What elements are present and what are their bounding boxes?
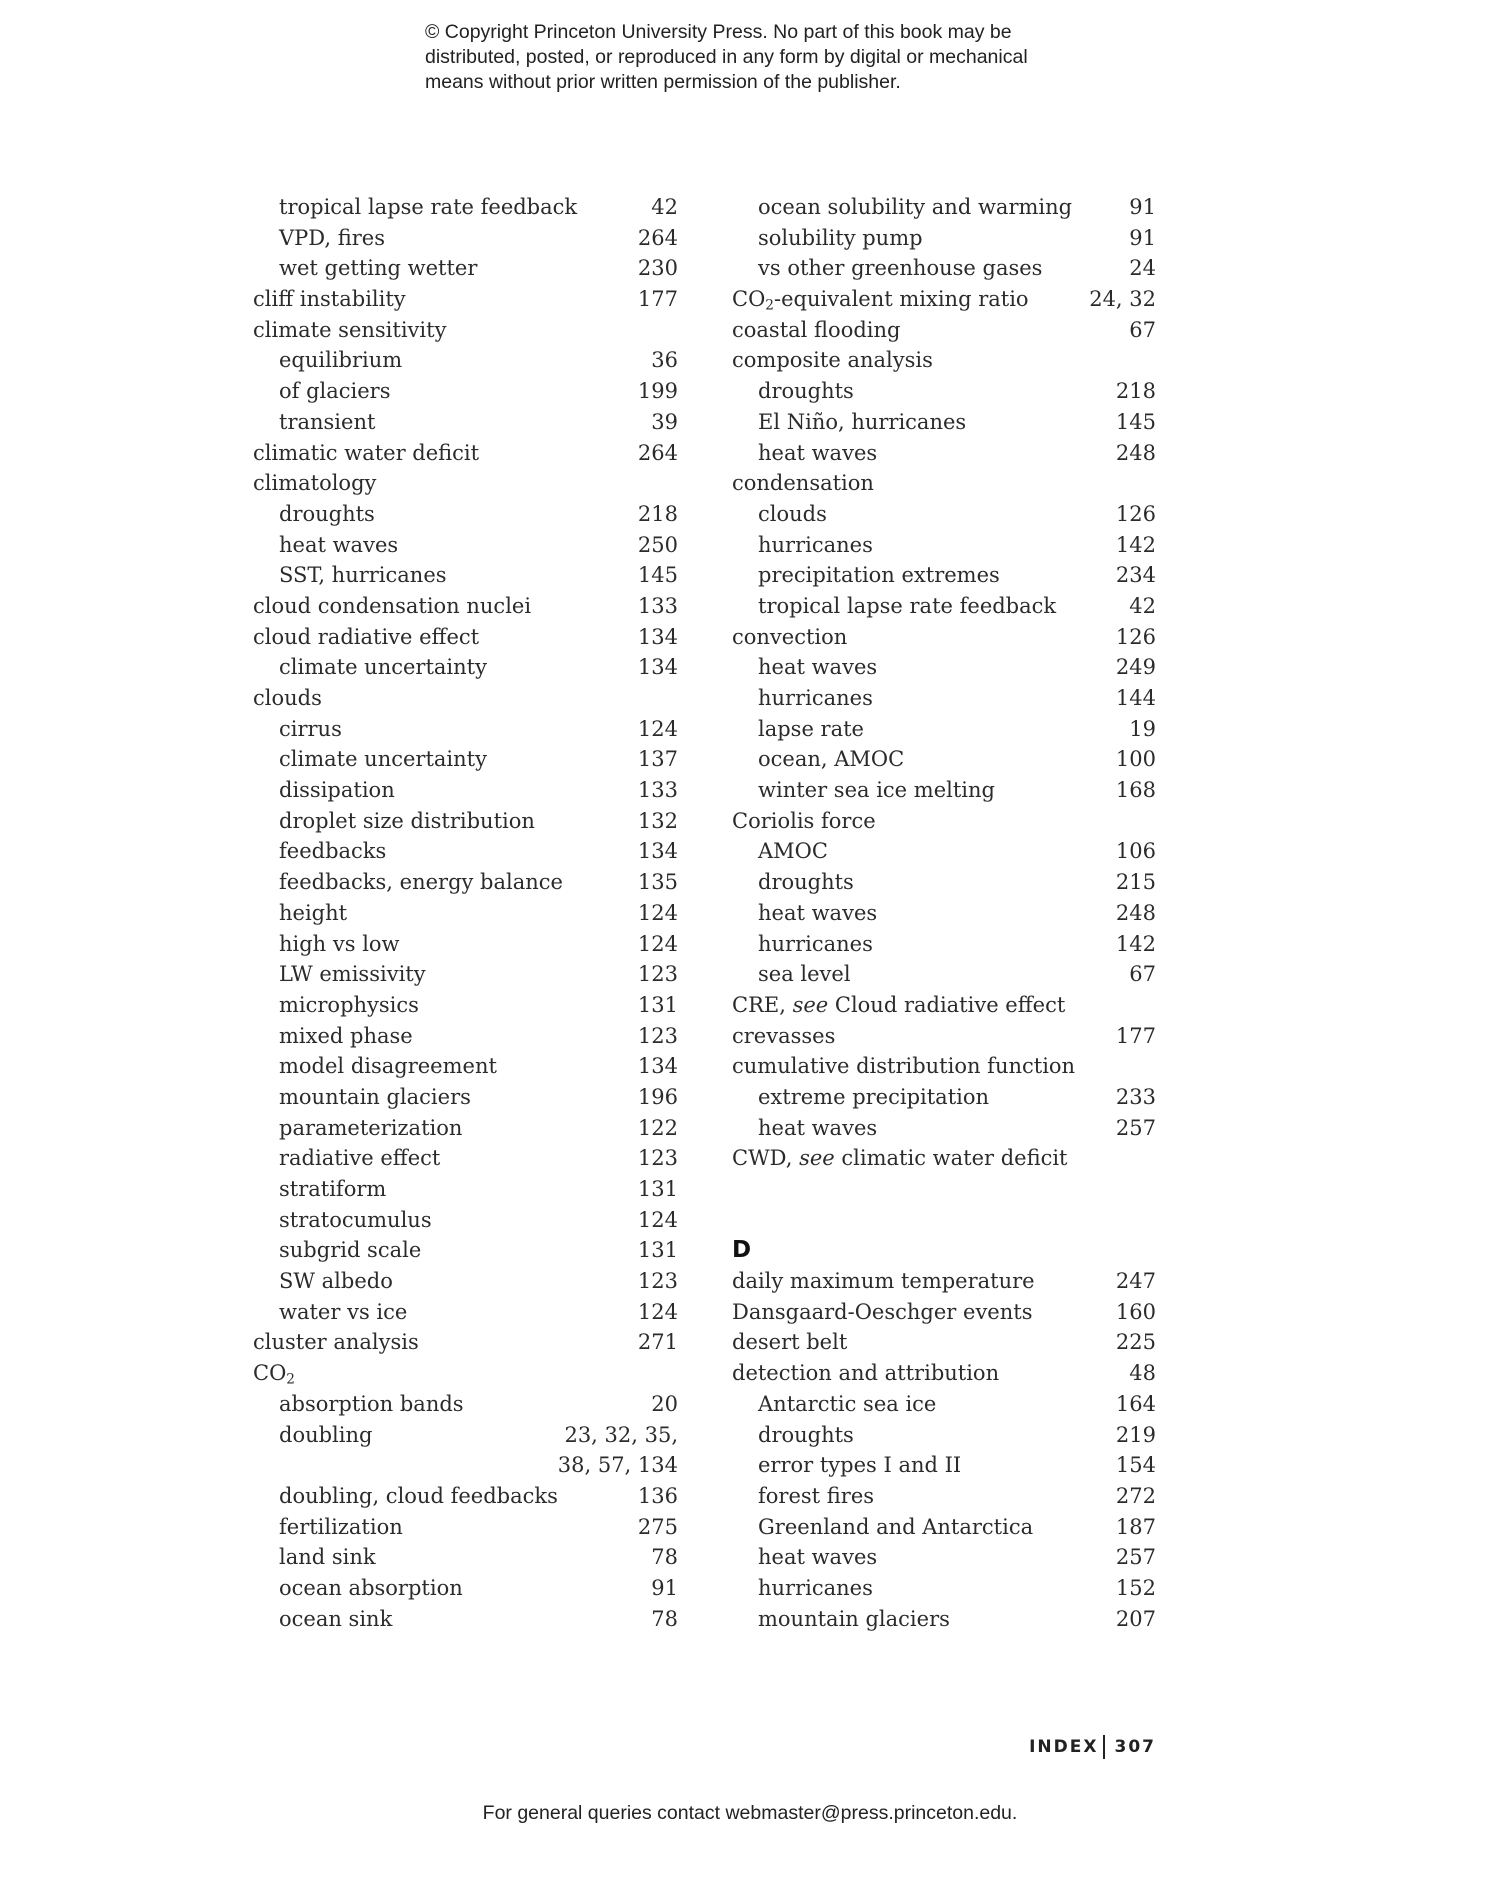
page-refs: 100 [1115,747,1156,772]
index-term: Dansgaard-Oeschger events [732,1299,1033,1324]
page-refs: 248 [1115,900,1156,925]
index-entry [253,468,678,499]
page-refs: 20 [651,1391,678,1416]
index-subentry [732,1573,1156,1604]
page-refs: 230 [637,256,678,281]
index-subentry [253,530,678,561]
page-refs: 23, 32, 35, [564,1422,678,1447]
index-term: droughts [279,501,375,526]
page-refs: 187 [1115,1514,1156,1539]
index-term: heat waves [758,440,878,465]
index-subentry [253,1389,678,1420]
page-refs: 91 [1129,225,1156,250]
page-refs: 131 [637,1177,678,1201]
index-subentry [253,898,678,929]
index-term: winter sea ice melting [758,778,995,803]
index-term: doubling [279,1422,373,1447]
index-term: hurricanes [758,931,873,956]
index-subentry [732,836,1156,867]
index-subentry [732,530,1156,561]
index-subentry [253,376,678,407]
page-refs: 91 [1129,195,1156,219]
index-subentry [253,836,678,867]
index-term: convection [732,624,848,649]
index-subentry [253,1420,678,1451]
index-subentry [253,929,678,960]
page-refs: 164 [1115,1391,1156,1416]
page-refs: 36 [651,348,678,373]
page-refs: 124 [637,931,678,956]
page-refs: 133 [637,778,678,803]
page-refs: 39 [651,409,678,434]
page-refs: 126 [1115,501,1156,526]
page-refs: 177 [637,287,678,312]
index-subentry [253,1143,678,1174]
index-term: model disagreement [279,1054,497,1079]
index-term: composite analysis [732,348,933,373]
page-refs: 196 [637,1084,678,1109]
copyright-line-3: means without prior written permission of the publisher. [425,71,901,93]
index-term: cluster analysis [253,1330,419,1355]
index-subentry [253,1542,678,1573]
index-entry [253,591,678,622]
index-subentry [253,192,678,223]
page-refs: 218 [1115,379,1156,404]
index-term: stratiform [279,1177,387,1201]
index-term: land sink [279,1545,376,1570]
index-subentry [732,560,1156,591]
page-refs: 78 [651,1545,678,1570]
copyright-line-2: distributed, posted, or reproduced in any form by digital or mechanical [425,46,1028,68]
index-term: feedbacks, energy balance [279,870,563,895]
see-reference: see [792,992,829,1017]
page-refs: 272 [1115,1483,1156,1508]
index-subentry [253,867,678,898]
page-refs: 257 [1115,1115,1156,1140]
index-term: ocean solubility and warming [758,195,1073,219]
index-entry [253,1358,678,1389]
index-subentry [732,898,1156,929]
page-refs: 144 [1115,686,1156,710]
index-subentry [732,744,1156,775]
index-term: heat waves [758,1545,878,1570]
index-term: solubility pump [758,225,923,250]
page-refs: 67 [1129,962,1156,987]
index-term: SW albedo [279,1269,393,1294]
page-refs: 78 [651,1606,678,1631]
index-entry [732,1051,1156,1082]
page-refs: 225 [1115,1330,1156,1355]
page-refs: 24, 32 [1089,287,1156,312]
index-term: hurricanes [758,686,873,710]
index-subentry [732,253,1156,284]
index-subentry [253,560,678,591]
index-term: $CO_2$-equivalent mixing ratio [732,287,1029,314]
index-term: heat waves [758,1115,878,1140]
index-subentry [253,775,678,806]
index-term: mountain glaciers [279,1084,471,1109]
page-refs: 122 [637,1115,678,1140]
page-refs: 124 [637,1299,678,1324]
page-refs: 142 [1115,532,1156,557]
index-term: LW emissivity [279,962,426,987]
copyright-line-1: © Copyright Princeton University Press. No part of this book may be [425,21,1012,43]
index-subentry [732,1082,1156,1113]
index-term: droughts [758,870,854,895]
index-term: climate sensitivity [253,317,447,342]
index-subentry [253,959,678,990]
index-term: condensation [732,471,874,496]
index-entry [732,622,1156,653]
index-term: height [279,900,348,925]
index-term: Antarctic sea ice [758,1391,937,1416]
index-subentry [253,652,678,683]
index-term: cloud radiative effect [253,624,480,649]
page-refs: 123 [637,1269,678,1294]
page-refs: 123 [637,1146,678,1171]
index-subentry [732,652,1156,683]
index-subentry [253,407,678,438]
index-subentry [732,1604,1156,1635]
index-subentry [732,1113,1156,1144]
index-column-right [732,192,1156,1634]
index-term: cloud condensation nuclei [253,593,532,618]
page-refs: 134 [637,1054,678,1079]
index-entry [732,1266,1156,1297]
contact-line: For general queries contact webmaster@press.princeton.edu. [482,1802,1018,1824]
index-term: dissipation [279,778,395,803]
page-refs: 133 [637,593,678,618]
index-term: stratocumulus [279,1207,432,1232]
index-subentry [253,1235,678,1266]
running-footer [1000,1732,1156,1762]
page-refs: 106 [1115,839,1156,864]
index-term: droughts [758,379,854,404]
page-refs: 19 [1129,716,1156,741]
index-entry [732,468,1156,499]
index-entry [732,806,1156,837]
index-subentry [732,1450,1156,1481]
page-refs: 131 [637,992,678,1017]
page-refs: 124 [637,716,678,741]
index-subentry [253,1051,678,1082]
index-term: cumulative distribution function [732,1054,1076,1079]
index-entry [732,284,1156,315]
index-subentry [253,1266,678,1297]
page-refs: 154 [1115,1453,1156,1478]
index-entry [253,438,678,469]
page-refs: 67 [1129,317,1156,342]
page-refs: 234 [1115,563,1156,588]
index-subentry [253,1082,678,1113]
index-entry [732,990,1156,1021]
index-term: droughts [758,1422,854,1447]
page-refs: 145 [1115,409,1156,434]
page-refs: 124 [637,1207,678,1232]
index-term: absorption bands [279,1391,464,1416]
index-term: hurricanes [758,1575,873,1600]
index-subentry [253,1205,678,1236]
index-term: SST, hurricanes [279,563,447,588]
page-refs: 264 [637,225,678,250]
index-subentry [253,1174,678,1205]
index-term: El Niño, hurricanes [758,409,967,434]
page-refs: 123 [637,1023,678,1048]
index-term: of glaciers [279,379,391,404]
index-subentry [253,1512,678,1543]
index-column-left [253,192,678,1634]
index-term: error types I and II [758,1453,962,1478]
index-term: ocean absorption [279,1575,463,1600]
index-entry [732,1143,1156,1174]
page-refs: 264 [637,440,678,465]
page-refs: 123 [637,962,678,987]
index-subentry [253,714,678,745]
index-subentry [253,253,678,284]
page-refs: 233 [1115,1084,1156,1109]
page-refs: 257 [1115,1545,1156,1570]
index-term: heat waves [758,900,878,925]
index-term: $CO_2$ [253,1361,295,1388]
page-refs: 42 [1129,593,1156,618]
index-term: sea level [758,962,851,987]
index-term: droplet size distribution [279,808,535,833]
page-refs: 136 [637,1483,678,1508]
index-term: extreme precipitation [758,1084,990,1109]
index-subentry [253,744,678,775]
index-term: CWD, see climatic water deficit [732,1146,1068,1171]
index-term: clouds [253,686,322,710]
index-subentry [732,867,1156,898]
index-entry [732,1358,1156,1389]
index-term: mixed phase [279,1023,413,1048]
index-subentry [732,929,1156,960]
page-refs: 177 [1115,1023,1156,1048]
page-refs: 207 [1115,1606,1156,1631]
index-term: mountain glaciers [758,1606,950,1631]
page-refs: 168 [1115,778,1156,803]
index-term: Coriolis force [732,808,876,833]
index-term: VPD, fires [279,225,385,250]
page-refs: 250 [637,532,678,557]
index-term: detection and attribution [732,1361,1000,1386]
page-refs: 145 [637,563,678,588]
index-subentry [732,438,1156,469]
index-subentry [253,1113,678,1144]
page-refs: 126 [1115,624,1156,649]
footer-divider [1103,1735,1105,1759]
index-term: subgrid scale [279,1238,422,1263]
copyright-notice [425,20,1125,95]
index-term: cliff instability [253,287,406,312]
index-subentry [732,499,1156,530]
page-refs: 152 [1115,1575,1156,1600]
index-term: crevasses [732,1023,836,1048]
index-subentry [253,806,678,837]
page-refs: 219 [1115,1422,1156,1447]
index-term: climate uncertainty [279,747,487,772]
index-term: heat waves [279,532,399,557]
index-entry [253,1327,678,1358]
page-refs: 132 [637,808,678,833]
index-term: doubling, cloud feedbacks [279,1483,558,1508]
page-refs: 134 [637,839,678,864]
subscript: 2 [765,297,774,314]
page-refs: 218 [637,501,678,526]
index-term: precipitation extremes [758,563,1000,588]
index-subentry [732,714,1156,745]
index-subentry [253,1297,678,1328]
section-heading-d: D [732,1237,752,1264]
index-subentry [253,1021,678,1052]
index-subentry [253,223,678,254]
index-term: lapse rate [758,716,864,741]
page-refs: 24 [1129,256,1156,281]
index-subentry [732,1542,1156,1573]
index-term: tropical lapse rate feedback [758,593,1057,618]
page-refs: 137 [637,747,678,772]
index-subentry [253,1450,678,1481]
page-refs: 275 [637,1514,678,1539]
index-term: climatic water deficit [253,440,480,465]
index-term: climatology [253,471,377,496]
page-refs: 42 [651,195,678,219]
page-refs: 134 [637,624,678,649]
page-refs: 142 [1115,931,1156,956]
page-refs: 247 [1115,1269,1156,1294]
index-subentry [253,1573,678,1604]
subscript: 2 [286,1371,295,1388]
index-subentry [732,775,1156,806]
page-refs: 199 [637,379,678,404]
index-term: vs other greenhouse gases [758,256,1043,281]
page-refs: 135 [637,870,678,895]
index-term: desert belt [732,1330,848,1355]
index-term: parameterization [279,1115,463,1140]
index-entry [253,622,678,653]
index-entry [732,1297,1156,1328]
index-subentry [732,223,1156,254]
index-term: high vs low [279,931,400,956]
index-entry [253,284,678,315]
index-subentry [732,591,1156,622]
index-subentry [732,1481,1156,1512]
index-subentry [253,1604,678,1635]
page-refs: 48 [1129,1361,1156,1386]
section-label: INDEX [1029,1737,1099,1757]
index-entry [732,315,1156,346]
index-term: ocean, AMOC [758,747,905,772]
index-term: wet getting wetter [279,256,478,281]
index-term: cirrus [279,716,342,741]
index-term: feedbacks [279,839,387,864]
index-entry [253,315,678,346]
index-term: AMOC [758,839,828,864]
index-subentry [732,192,1156,223]
page-refs: 248 [1115,440,1156,465]
index-term: microphysics [279,992,419,1017]
index-entry [732,1021,1156,1052]
index-term: hurricanes [758,532,873,557]
index-subentry [732,683,1156,714]
index-subentry [732,1420,1156,1451]
index-term: water vs ice [279,1299,408,1324]
page-refs: 249 [1115,655,1156,680]
index-entry [732,345,1156,376]
index-term: CRE, see Cloud radiative effect [732,992,1066,1017]
index-subentry [253,990,678,1021]
page-refs: 134 [637,655,678,680]
index-subentry [253,499,678,530]
index-subentry [732,1512,1156,1543]
index-term: daily maximum temperature [732,1269,1035,1294]
see-reference: see [799,1146,835,1171]
index-subentry [732,376,1156,407]
index-term: fertilization [279,1514,403,1539]
index-term: tropical lapse rate feedback [279,195,578,219]
index-term: heat waves [758,655,878,680]
index-term: transient [279,409,376,434]
page-refs: 131 [637,1238,678,1263]
index-entry [253,683,678,714]
page-refs: 124 [637,900,678,925]
index-term: coastal flooding [732,317,901,342]
index-term: clouds [758,501,827,526]
page-refs: 271 [637,1330,678,1355]
page-number: 307 [1114,1737,1156,1757]
index-subentry [732,959,1156,990]
index-term: radiative effect [279,1146,441,1171]
index-subentry [253,345,678,376]
index-term: equilibrium [279,348,403,373]
index-term: forest fires [758,1483,875,1508]
page-refs: 215 [1115,870,1156,895]
index-subentry [732,407,1156,438]
index-entry [732,1327,1156,1358]
page-refs: 38, 57, 134 [557,1453,678,1478]
index-term: climate uncertainty [279,655,487,680]
page-refs: 91 [651,1575,678,1600]
index-term: Greenland and Antarctica [758,1514,1034,1539]
index-subentry [253,1481,678,1512]
index-term: ocean sink [279,1606,393,1631]
index-subentry [732,1389,1156,1420]
page-refs: 160 [1115,1299,1156,1324]
